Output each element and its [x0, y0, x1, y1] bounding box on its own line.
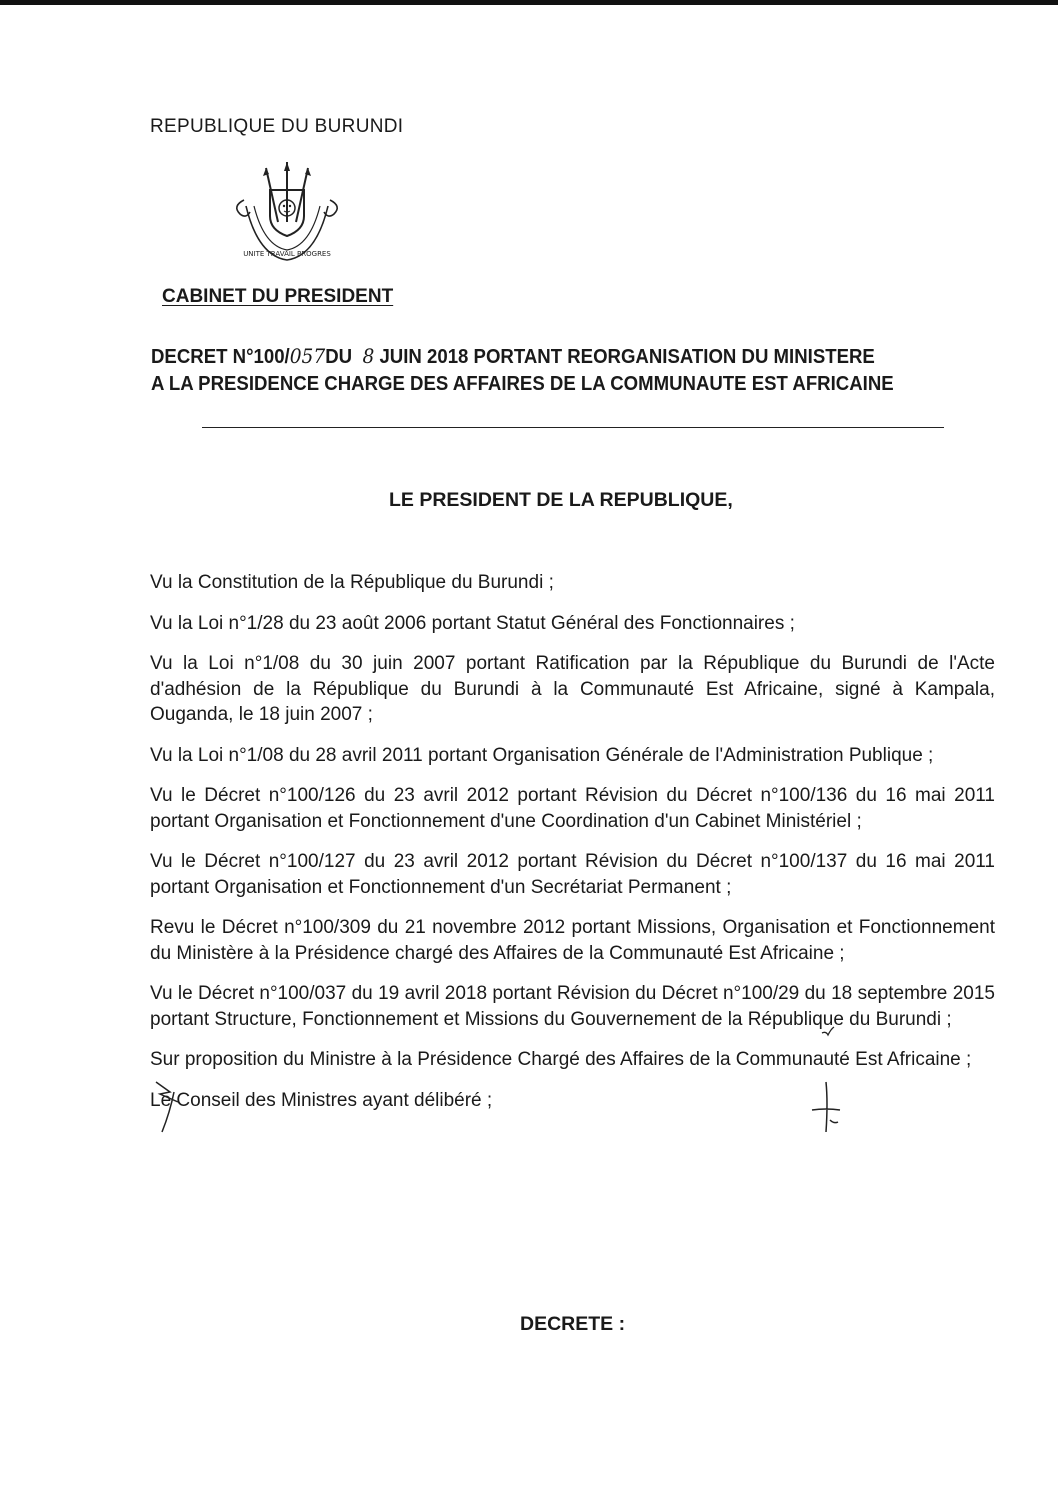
recital-item: Vu le Décret n°100/127 du 23 avril 2012 portant Révision du Décret n°100/137 du 16 mai 2011 portant Organisation et Fonctionnement d'un Secrétariat Permanent ;: [150, 851, 995, 898]
handwritten-initial-right: [806, 1078, 846, 1138]
handwritten-initial-left: [148, 1078, 188, 1138]
recital-item: Vu le Décret n°100/126 du 23 avril 2012 portant Révision du Décret n°100/136 du 16 mai 2011 portant Organisation et Fonctionnement d'une Coordination d'un Cabinet Ministériel ;: [150, 785, 995, 832]
coat-of-arms-emblem: [226, 160, 348, 270]
cabinet-heading: CABINET DU PRESIDENT: [162, 286, 394, 307]
handwritten-decree-number: 057: [289, 344, 326, 368]
decree-title-line-1: [151, 343, 942, 371]
decree-title-line-2: A LA PRESIDENCE CHARGE DES AFFAIRES DE LA COMMUNAUTE EST AFRICAINE: [151, 373, 894, 395]
decree-title: [151, 343, 942, 398]
recital-item: Vu le Décret n°100/037 du 19 avril 2018 portant Révision du Décret n°100/29 du 18 septembre 2015 portant Structure, Fonctionnement et Missions du Gouvernement de la République du Burundi ;: [150, 983, 995, 1030]
handwritten-day: 8: [362, 344, 375, 368]
recital-item: Vu la Loi n°1/08 du 30 juin 2007 portant Ratification par la République du Burundi de l'Acte d'adhésion de la République du Burundi à la Communauté Est Africaine, signé à Kampala, Ouganda, le 18 juin 2007 ;: [150, 653, 995, 725]
emblem-motto: UNITE TRAVAIL PROGRES: [243, 250, 331, 258]
top-border-line: [0, 0, 1058, 5]
recital-item: Sur proposition du Ministre à la Présidence Chargé des Affaires de la Communauté Est Africaine ;: [150, 1049, 972, 1070]
country-heading: REPUBLIQUE DU BURUNDI: [150, 116, 404, 137]
decree-title-rest: JUIN 2018 PORTANT REORGANISATION DU MINISTERE: [374, 346, 875, 368]
recital-item: Vu la Loi n°1/28 du 23 août 2006 portant Statut Général des Fonctionnaires ;: [150, 612, 795, 634]
recital-item: Vu la Loi n°1/08 du 28 avril 2011 portant Organisation Générale de l'Administration Publique ;: [150, 744, 934, 766]
decree-du: DU: [325, 346, 358, 368]
recital-item: Vu la Constitution de la République du Burundi ;: [150, 572, 554, 593]
recital-item: Revu le Décret n°100/309 du 21 novembre 2012 portant Missions, Organisation et Fonctionnement du Ministère à la Présidence chargé des Affaires de la Communauté Est Africaine ;: [150, 917, 995, 964]
recitals-list: [150, 570, 995, 1128]
decision-heading: DECRETE :: [520, 1313, 626, 1335]
handwritten-tick-mark: [820, 1025, 836, 1039]
decree-prefix: DECRET N°100/: [151, 346, 290, 368]
recital-item: Le Conseil des Ministres ayant délibéré ;: [150, 1089, 493, 1111]
title-separator-rule: [202, 427, 944, 428]
authority-heading: LE PRESIDENT DE LA REPUBLIQUE,: [389, 489, 733, 511]
